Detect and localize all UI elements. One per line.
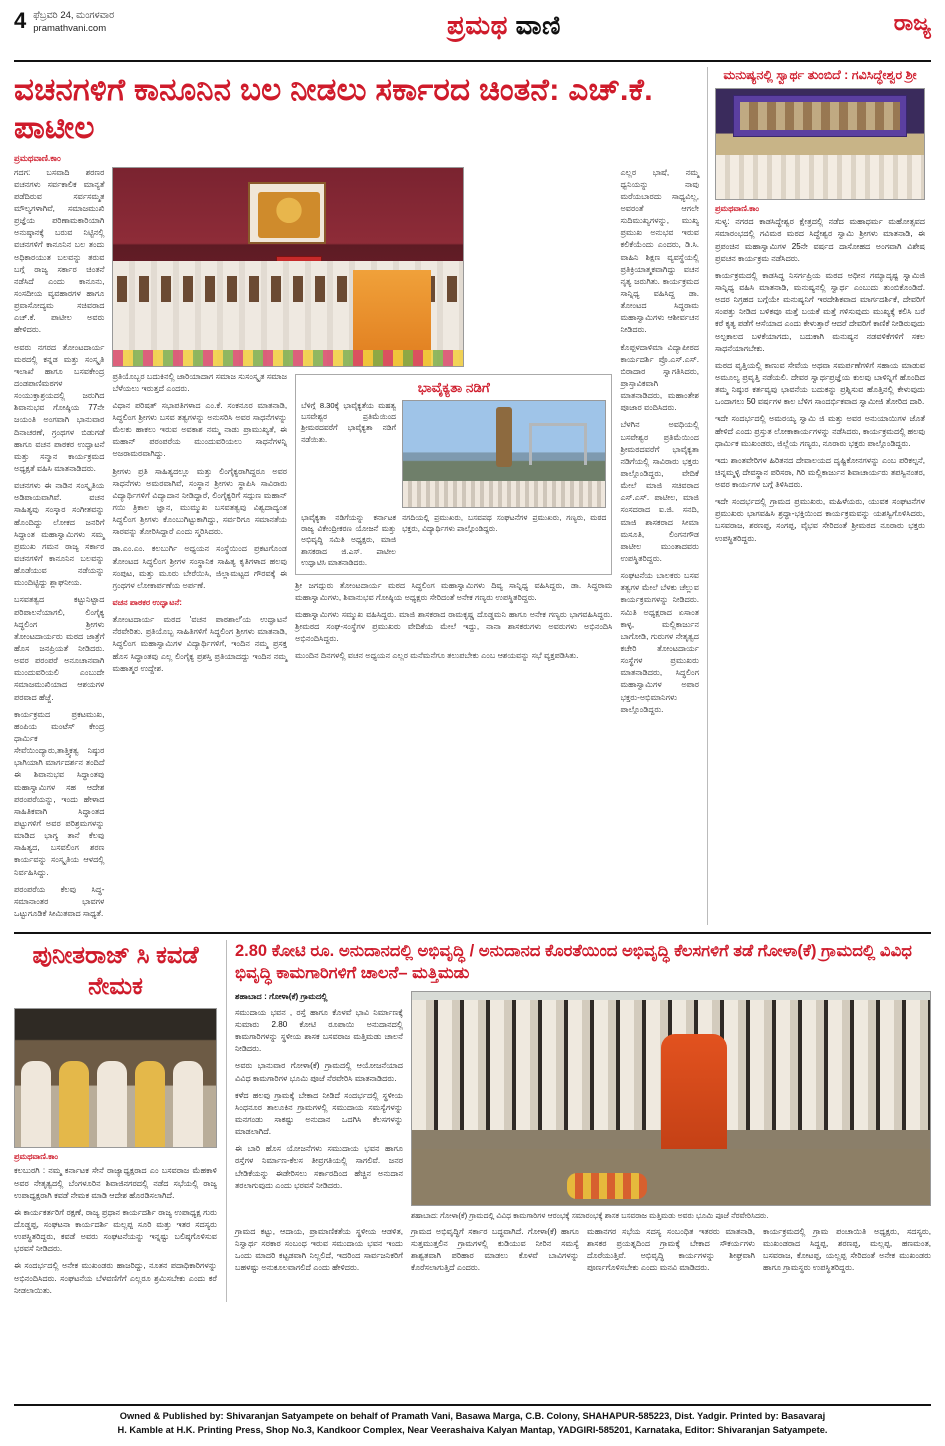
bottom-left-headline: ಪುನೀತರಾಜ್ ಸಿ ಕವಡೆ ನೇಮಕ (32, 942, 199, 1001)
paragraph: ಮಹಾಸ್ವಾಮಿಗಳು ಸಮ್ಮುಖ ವಹಿಸಿದ್ದರು. ಮಾಜಿ ಶಾಸಕರಾದ ರಾಮಕೃಷ್ಣ ದೊಡ್ಡಮನಿ ಹಾಗೂ ಅನೇಕ ಗಣ್ಯರು ಭಾಗವಹಿಸಿದ್ದರು. ಶ್ರೀಮಠದ ಸಂಘ-ಸಂಸ್ಥೆಗಳ ಪ್ರಮುಖರು ವೇದಿಕೆಯ ಮೇಲೆ ಇದ್ದು, ನಾನಾ ಶಾಸಕರುಗಳು ಅವರುಗಳು ಅಭಿನಂದಿಸಿ ಅಭಿನಂದಿಸಿದ್ದರು. (295, 609, 613, 644)
stage-banner (248, 182, 326, 244)
paragraph: ಗದಗ: ಬಸವಾದಿ ಶರಣರ ವಚನಗಳು ಸರ್ವಕಾಲಿಕ ಮಾನ್ಯತೆ ಪಡೆದಿರುವ ಸರ್ವಸಮ್ಮತ ಮೌಲ್ಯಗಳಾಗಿವೆ, ಸಮಾಜಮುಖಿ ಪ್ರಜ್ಞೆಯ ಪರಿಣಾಮಕಾರಿಯಾಗಿ ಅನುಷ್ಠಾನಕ್ಕೆ ಬರುವ ನಿಟ್ಟಿನಲ್ಲಿ ವಚನಗಳಿಗೆ ಕಾನೂನಿನ ಬಲ ತಂದು ಅಧಿಕಾರಯುತ ಬಲವನ್ನು ತರುವ ಬಗ್ಗೆ ರಾಜ್ಯ ಸರ್ಕಾರ ಚಿಂತನೆ ನಡೆಸಿದೆ ಎಂದು ಕಾನೂನು, ಸಂಸದೀಯ ವ್ಯವಹಾರಗಳ ಹಾಗೂ ಪ್ರವಾಸೋದ್ಯಮ ಸಚಿವರಾದ ಎಚ್.ಕೆ. ಪಾಟೀಲ ಅವರು ಹೇಳಿದರು. (14, 167, 105, 335)
paragraph: ಮಠದ ವೃತ್ತಿಯಲ್ಲಿ ಕಾಣುವ ಸೇವೆಯ ಅಥವಾ ಸಮರ್ಪಣೆಗಳಿಗೆ ಸಹಾಯ ಮಾಡುವ ಅಮೂಲ್ಯ ಪ್ರವೃತ್ತಿ ನಡೆಯಲಿ. ದೇವರ ಸ್ವಾರ್ಥಪ್ರಜ್ಞೆಯ ಕುಲವು ಬಾಳಿನ್ನಿಗೆ ಹೊಂದಿದ ತಮ್ಮ ನಿಷ್ಠುರ ಕರ್ತವ್ಯವು ಭಾವನೆಯ ಬದುಕನ್ನು ಪ್ರಶ್ನಿಸುವ ಹೊತ್ತಿನಲ್ಲಿ ಕೇಳುವುದು ಒಂದಾಗಲು 50 ವರ್ಷಗಳ ಕಾಲ ಬೆಳಿಗ ಸಾಂದರ್ಭಿಕವಾದ ಸ್ವಾಮೀಜಿ ತೋರಿದ ದಾರಿ. (715, 360, 925, 407)
page-footer (14, 1404, 931, 1438)
paragraph: ಸಮುದಾಯ ಭವನ , ರಸ್ತೆ ಹಾಗೂ ಕೊಳವೆ ಭಾವಿ ನಿರ್ಮಾಣಕ್ಕೆ ಸುಮಾರು 2.80 ಕೋಟಿ ರೂಪಾಯಿ ಅನುದಾನದಲ್ಲಿ ಕಾಮಗಾರಿಗಳನ್ನು ಸ್ಥಳೀಯ ಶಾಸಕ ಬಸವರಾಜ ಮತ್ತಿಮಡು ಚಾಲನೆ ನೀಡಿದರು. (235, 1007, 403, 1054)
lead-inset-wrap (295, 371, 612, 680)
puja-flowers (567, 1173, 647, 1199)
person (173, 1061, 203, 1147)
footer-divider (14, 1404, 931, 1406)
appointment-photo (14, 1008, 217, 1148)
lead-sub-columns (112, 371, 612, 680)
bottom-right-headline: 2.80 ಕೋಟಿ ರೂ. ಅನುದಾನದಲ್ಲಿ ಅಭಿವೃದ್ಧಿ / ಅನುದಾನದ ಕೊರತೆಯಿಂದ ಅಭಿವೃದ್ಧಿ ಕೆಲಸಗಳಿಗೆ ತಡೆ ಗೋಳಾ(ಕೆ) ಗ್ರಾಮದಲ್ಲಿ ವಿವಿಧ ಭಿವೃದ್ಧಿ ಕಾಮಗಾರಿಗಳಿಗೆ ಚಾಲನೆ– ಮತ್ತಿಮಡು (235, 942, 912, 983)
inset-title: ಭಾವೈಕ್ಯತಾ ನಡಿಗೆ (417, 379, 490, 395)
bottom-left-body (14, 1165, 217, 1296)
ground (412, 1149, 930, 1205)
procession-crowd (403, 481, 605, 507)
masthead-divider (14, 60, 931, 62)
arch (529, 423, 587, 465)
bhoomi-puja-photo (411, 991, 931, 1206)
paragraph: ಮಹಾನಗರ ಸಭೆಯ ಸದಸ್ಯ ಸಂಬಂಧಿತ ಇತರರು ಮಾತನಾಡಿ, ಶಾಸಕರ ಪ್ರಯತ್ನದಿಂದ ಗ್ರಾಮಕ್ಕೆ ಬೇಕಾದ ಸೌಕರ್ಯಗಳು ದೊರೆಯುತ್ತಿವೆ. ಅಭಿವೃದ್ಧಿ ಕಾರ್ಯಗಳನ್ನು ಶೀಘ್ರವಾಗಿ ಪೂರ್ಣಗೊಳಿಸಬೇಕು ಎಂದು ಮನವಿ ಮಾಡಿದರು. (587, 1226, 755, 1273)
paragraph: ಸುಳ್ಯ: ನಗರದ ಕಾಡಸಿದ್ಧೇಶ್ವರ ಕ್ಷೇತ್ರದಲ್ಲಿ ನಡೆದ ಮಹಾಧರ್ಮ ಮಹೋತ್ಸವದ ಸಮಾರಂಭದಲ್ಲಿ ಗವಿಮಠ ಮಠದ ಸಿದ್ಧೇಶ್ವರ ಸ್ವಾಮಿ ಶ್ರೀಗಳು ಮಾತನಾಡಿ, ಈ ಪ್ರಪಂಚಿನ ಮಹಾಸ್ವಾಮಿಗಳ 25ನೇ ವರ್ಷದ ದಾಸೋಹದ ಅಂಗವಾಗಿ ವಿಶೇಷ ಪ್ರವಚನ ಕಾರ್ಯಕ್ರಮ ನಡೆಸಿದರು. (715, 217, 925, 263)
paragraph: ಶ್ರೀಗಳು ಪ್ರತಿ ಸಾಹಿತ್ಯದಲ್ಲೂ ಮತ್ತು ಲಿಂಗೈಕ್ಯರಾಗಿದ್ದರೂ ಅವರ ಸಾಧನೆಗಳು ಅಮರವಾಗಿವೆ, ಸಂಸ್ಥಾನ ಶ್ರೀಗಳು ಸ್ಥಾಪಿಸಿ ಸಾವಿರಾರು ವಿದ್ಯಾರ್ಥಿಗಳಿಗೆ ವಿದ್ಯಾದಾನ ನೀಡಿದ್ದಾರೆ, ಲಿಂಗೈಕ್ಯರಿಗೆ ಸದ್ಗುಣ ಮಹಾನ್ ಗಯಿ ತ್ರಿಕಾಲ ಜ್ಞಾನ, ಮುಮ್ಮುಖ ಬಸವತತ್ವವು ವಿಶ್ವದಾದ್ಯಂತ ಸಿದ್ಧಲಿಂಗ ಶ್ರೀಗಳು ಕೊಂಬುಗಿಟ್ಟುಕಾಗಿದ್ದು, ಸರ್ವರಿಗೂ ಸಮಾನತೆಯ ಸಾರವನ್ನು ತೋರಿಸಿದ್ದಾರೆ ಎಂದು ಸ್ಮರಿಸಿದರು. (112, 466, 288, 537)
bottom-zone (14, 940, 931, 1302)
lead-subhead: ವಚನ ಪಾಠಕರ ಉದ್ಘಾಟನೆ: (112, 598, 182, 608)
masthead-title (114, 10, 894, 42)
bottom-right-col-2 (411, 1226, 579, 1280)
person (59, 1061, 89, 1147)
imprint-line-1: Owned & Published by: Shivaranjan Satyampete on behalf of Pramath Vani, Basawa Marga, C.B. Colony, SHAHAPUR-585223, Dist. Yadgir. Printed by: Basavaraj (119, 1411, 826, 1422)
paragraph: ಬೆಳಗಿನ ಅವಧಿಯಲ್ಲಿ ಬಸವೇಶ್ವರ ಪ್ರತಿಮೆಯಿಂದ ಶ್ರೀಮಠದವರೆಗೆ ಭಾವೈಕ್ಯತಾ ನಡಿಗೆಯಲ್ಲಿ ಸಾವಿರಾರು ಭಕ್ತರು ಪಾಲ್ಗೊಂಡಿದ್ದರು, ವೇದಿಕೆ ಮೇಲೆ ಮಾಜಿ ಸಚಿವರಾದ ಎಸ್.ಎಸ್. ಪಾಟೀಲ, ಮಾಜಿ ಸಂಸದರಾದ ಐ.ಜಿ. ಸನದಿ, ಮಾಜಿ ಶಾಸಕರಾದ ಸೀಮಾ ಮಸೂತಿ, ಲಿಂಗನಗೌಡ ಪಾಟೀಲ ಮುಂತಾದವರು ಉಪಸ್ಥಿತರಿದ್ದರು. (620, 420, 699, 563)
bottom-right-photo-wrap (411, 991, 931, 1221)
inset-caption-right: ಭಾವೈಕ್ಯತಾ ನಡಿಗೆಯನ್ನು ಕರ್ನಾಟಕ ರಾಜ್ಯ ವಿಕೇಂದ್ರೀಕರಣ ಯೋಜನೆ ಮತ್ತು ಅಭಿವೃದ್ಧಿ ಸಮಿತಿ ಅಧ್ಯಕ್ಷರು, ಮಾಜಿ ಶಾಸಕರಾದ ಜಿ.ಎಸ್. ಪಾಟೀಲ ಉದ್ಘಾಟಿಸಿ ಮಾತನಾಡಿದರು. (301, 512, 397, 568)
paragraph: ಸಂಘಟನೆಯ ಬಾಲಕರು ಬಸವ ತತ್ವಗಳ ಮೇಲೆ ಬೆಳಕು ಚೆಲ್ಲುವ ಕಾರ್ಯಕ್ರಮಗಳನ್ನು ನೀಡಿದರು. ಸಮಿತಿ ಅಧ್ಯಕ್ಷರಾದ ಏಸಾಂತ ಕಾಳ್ಳ, ಮಲ್ಲಿಕಾರ್ಜುನ ಬಾಗೋಡಿ, ಗುರುಗಳ ನೇತೃತ್ವದ ಕಚೇರಿ ತೋಂಟದಾರ್ಯ ಸಂಸ್ಥೆಗಳ ಪ್ರಮುಖರು ಮಾತನಾಡಿದರು, ಸಿದ್ಧಲಿಂಗ ಮಹಾಸ್ವಾಮಿಗಳ ಅಪಾರ ಭಕ್ತರು-ಅಭಿಮಾನಿಗಳು ಪಾಲ್ಗೊಂಡಿದ್ದರು. (620, 571, 699, 714)
right-rail-column-2 (715, 413, 925, 544)
paragraph: ಪರಂಪರೆಯ ಕೆಲವು ಸಿದ್ಧ-ಸಮಾನಾಂತರ ಭಾವಗಳ ಒಟ್ಟುಗೂಡಿಕೆ ಸೀಮಿತವಾದ ಸಾಧ್ಯತೆ. (14, 884, 105, 918)
lead-column-1 (14, 167, 104, 925)
paragraph: ವಚನಗಳು ಈ ನಾಡಿನ ಸಂಸ್ಕೃತಿಯ ಅಡಿಪಾಯವಾಗಿವೆ. ವಚನ ಸಾಹಿತ್ಯವು ಸಂಸ್ಕಾರ ಸಂಗೀತವನ್ನು ಹೊಂದಿದ್ದು ಲೋಕದ ಜನರಿಗೆ ಸಿದ್ಧಾಂತ ಮಹಾಸ್ವಾಮಿಗಳು ಸಮ್ಮ ಪ್ರಮುಖ ಗಮನ ರಾಜ್ಯ ಸರ್ಕಾರ ವಚನಗಳಿಗೆ ಕಾನೂನಿನ ಬಲವನ್ನು ಹೊಡೆಯುವ ನಡೆಯನ್ನು ಮುಂದಿಟ್ಟಿದ್ದು ಶ್ಲಾಘನೀಯ. (14, 481, 105, 588)
paragraph: ಇದು ಶಾಂತವೇರಿಗಳ ಹಿರಿತನದ ದೇವಾಲಯದ ದೃಷ್ಟಿಕೋನಗಳನ್ನು ಎಂಬ ಪರಿಕಲ್ಪನೆ, ಚಿನ್ನಮ್ಮಳ್ಳಿ ದೇವಸ್ಥಾನ ಪರಿಸರಾ, ಗಿರಿ ಮಲ್ಲಿಕಾರ್ಜುನ ಶಿವಾಚಾರ್ಯರು ತಪಸ್ವಿನಂತರ, ಅವರ ಕಾರ್ಯಗಳ ಬಗ್ಗೆ ತಿಳಿಸಿದರು. (715, 455, 925, 490)
lead-story (14, 67, 699, 925)
person (21, 1061, 51, 1147)
inset-caption-bottom: ನಗದಿಯಲ್ಲಿ ಪ್ರಮುಖರು, ಬಸವಪಥ ಸಂಘಟನೆಗಳ ಪ್ರಮುಖರು, ಗಣ್ಯರು, ಮಠದ ಭಕ್ತರು, ವಿದ್ಯಾರ್ಥಿಗಳು ಪಾಲ್ಗೊಂಡಿದ್ದರು. (402, 512, 607, 534)
inset-caption-left: ಬೆಳಿಗ್ಗೆ 8.30ಕ್ಕೆ ಭಾವೈಕ್ಯತೆಯ ಮಹತ್ವ ಬಸವೇಶ್ವರ ಪ್ರತಿಮೆಯಿಂದ ಶ್ರೀಮಠದವರೆಗೆ ಭಾವೈಕ್ಯತಾ ನಡಿಗೆ ನಡೆಯಿತು. (301, 400, 397, 444)
right-rail-headline: ಮನುಷ್ಯನಲ್ಲಿ ಸ್ವಾರ್ಥ ತುಂಬಿದೆ : ಗವಿಸಿದ್ಧೇಶ್ವರ ಶ್ರೀ (723, 68, 917, 82)
lead-column-2b (295, 580, 612, 663)
paragraph: ಪ್ರತಿಯೊಬ್ಬರ ಬದುಕಿನಲ್ಲಿ ಜಾರಿಯಾದಾಗ ಸಮಾಜ ಸುಸಂಸ್ಕೃತ ಸಮಾಜ ಬೆಳೆಯಲು ಇರುತ್ತದೆ ಎಂದರು. (112, 371, 288, 393)
inset-body-2 (301, 512, 606, 569)
bottom-right-column-a (235, 991, 403, 1221)
section-label: ರಾಜ್ಯ (893, 10, 931, 35)
publication-date: ಫೆಬ್ರವರಿ 24, ಮಂಗಳವಾರ (33, 10, 115, 21)
paragraph: ಕಳೆದ ಹಲವು ಗ್ರಾಮಕ್ಕೆ ಬೇಕಾದ ನೀಡಿದೆ ಸಂದರ್ಭದಲ್ಲಿ ಸ್ಥಳೀಯ ಸಿಂಧನೂರ ತಾಲೂಕಿನ ಗ್ರಾಮಗಳಲ್ಲಿ ಸಮುದಾಯ ಸಮಸ್ಯೆಗಳನ್ನು ಮನಗಂಡು ಸಾಕಷ್ಟು ಅನುದಾನ ಒದಗಿಸಿ ಕೆಲಸಗಳನ್ನು ಮಾಡಲಾಗಿದೆ. (235, 1090, 403, 1137)
paragraph: ವಿಧಾನ ಪರಿಷತ್ ಸಭಾಪತಿಗಳಾದ ಎಂ.ಕೆ. ಸಂಕನೂರ ಮಾತನಾಡಿ, ಸಿದ್ಧಲಿಂಗ ಶ್ರೀಗಳು ಬಸವ ತತ್ವಗಳನ್ನು ಅನುಸರಿಸಿ ಅವರ ಸಾಧನೆಗಳನ್ನು ಮೆಲಕು ಹಾಕಲು ಇರುವ ಅವಕಾಶ ನಮ್ಮ ನಾಡು ಪ್ರಾಮುಖ್ಯತೆ, ಈ ಮಹಾನ್ ಪರಂಪರೆಯ ಮುಂದುವರಿಯಲು ಸಾಧನೆಗಳನ್ನಿ ಅಜರಾಮರವಾಗಿದ್ದು. (112, 400, 288, 459)
website-url: pramathvani.com (33, 22, 107, 34)
masthead-left (14, 10, 114, 34)
bottom-right-col-4 (763, 1226, 931, 1280)
right-rail-photo (715, 88, 925, 200)
mid-divider (14, 932, 931, 934)
paragraph: ಅವರು ಭಾನುವಾರ ಗೋಳಾ(ಕೆ) ಗ್ರಾಮದಲ್ಲಿ ಆಯೋಜನೆಯಾದ ವಿವಿಧ ಕಾಮಗಾರಿಗಳ ಭೂಮಿ ಪೂಜೆ ನೆರವೇರಿಸಿ ಮಾತನಾಡಿದರು. (235, 1061, 403, 1083)
lead-column-2-wrap (112, 167, 612, 925)
dateline-kicker: ಶಹಾಬಾದ : ಗೋಳಾ(ಕೆ) ಗ್ರಾಮದಲ್ಲಿ (235, 991, 328, 1001)
paragraph: ಮುಂದಿನ ದಿನಗಳಲ್ಲಿ ವಚನ ಅಧ್ಯಯನ ಎಲ್ಲರ ಮನೆಮನೆಗೂ ತಲುಪಬೇಕು ಎಂಬ ಆಶಯವನ್ನು ಸಭೆ ವ್ಯಕ್ತಪಡಿಸಿತು. (295, 651, 579, 661)
paragraph: ಕೊಪ್ಪಳದಾಳಿಮಾ ವಿದ್ಯಾಪೀಠದ ಕಾರ್ಯದರ್ಶಿ ಪ್ರೊ.ಎಸ್.ಎಸ್. ಬಿರಾದಾರ ಸ್ವಾಗತಿಸಿದರು, ಪ್ರಾಸ್ತಾವಿಕವಾಗಿ ಮಾತನಾಡಿದರು, ಮಹಾಂತೇಶ ಪೂಜಾರ ವಂದಿಸಿದರು. (620, 342, 699, 413)
inset-body (301, 400, 606, 508)
right-rail-byline: ಪ್ರಮಥವಾಣಿ.ಕಾಂ (715, 204, 760, 214)
bottom-right-photo-caption: ಶಹಾಬಾದ: ಗೋಳಾ(ಕೆ) ಗ್ರಾಮದಲ್ಲಿ ವಿವಿಧ ಕಾಮಗಾರಿಗಳ ಆರಂಭಕ್ಕೆ ಸಮಾರಂಭಕ್ಕೆ ಶಾಸಕ ಬಸವರಾಜ ಮತ್ತಿಮಡು ಅವರು ಭೂಮಿ ಪೂಜೆ ನೆರವೇರಿಸಿದರು. (411, 1210, 769, 1220)
masthead-title-black: ವಾಣಿ (515, 10, 561, 40)
bottom-right-story (226, 940, 931, 1302)
paragraph: ಕಾರ್ಯಕ್ರಮದ ಪ್ರಕಟಮುಖ, ಹಂಪಿಯ ಮಂಟೆಸ್ ಕೇಂದ್ರ ಧಾರ್ಮಿಕ ಸೇವೆಯಿಂದ್ಯಾರು,ತಾತ್ತ್ವಿಕತ್ವ ನಿಷ್ಠುರ ಭಾಗಿಯಾಗಿ ಮಾರ್ಗದರ್ಶನ ತಂದಿದೆ ಈ ಶಿವಾನುಭವ ಸಿದ್ಧಾಂತವು ಮಹಾಸ್ವಾಮಿಗಳ ಸಹ ಆದೇಶ ಪರಂಪರೆಯನ್ನು, ಇಂದು ಹೇಳಾದ ಸಾಹಿತಿಕವಾಗಿ ಸಿದ್ಧಾಂತದ ಪಟ್ಟುಗಳಿಗೆ ಅವರ ಪರಿಶ್ರಮಗಳನ್ನು ಮಾಡಿದ ಭಾಗ್ಯ ತಾನೆ ಕೆಲವು ಸಾಹಿತ್ಯದ, ಬಸವಲಿಂಗ ಶರಣ ಕಾರ್ಯವನ್ನು ಸಂಸ್ಕೃತಿಯ ಆಳದಲ್ಲಿ ನಿರ್ವಹಿಸಿದ್ದು. (14, 709, 105, 877)
paragraph: ತೋಂಟದಾರ್ಯ ಮಠದ 'ವಚನ ಪಾಠಶಾಲೆ'ಯ ಉದ್ಘಾಟನೆ ನೆರವೇರಿತು. ಪ್ರತಿಯೊಬ್ಬ ಸಾಹಿತಿಗಳಿಗೆ ಸಿದ್ಧಲಿಂಗ ಶ್ರೀಗಳು ಮಾತನಾಡಿ, ಸಿದ್ಧಲಿಂಗ ಮಹಾಸ್ವಾಮಿಗಳ ವಿದ್ಯಾರ್ಥಿಗಳಿಗೆ, ಇಂದಿನ ನಮ್ಮ ಪ್ರಸಕ್ತ ಹೊಸ ಸಿದ್ಧಾಂತವು ಎಲ್ಲ ಲಿಂಗೈಕ್ಯ ಪ್ರಶಸ್ತಿ ಪ್ರತಿಯಾದದ್ದು ಇಂದಿನ ನಮ್ಮ ಮಹಾತ್ಮರ ಉದ್ದೇಶ. (112, 615, 288, 673)
paragraph: ಶ್ರೀ ಜಗದ್ಗುರು ತೋಂಟದಾರ್ಯ ಮಠದ ಸಿದ್ಧಲಿಂಗ ಮಹಾಸ್ವಾಮಿಗಳು ದಿವ್ಯ ಸಾನ್ನಿಧ್ಯ ವಹಿಸಿದ್ದರು, ಡಾ. ಸಿದ್ಧರಾಮ ಮಹಾಸ್ವಾಮಿಗಳು, ಶಿವಾನುಭವ ಗೋಷ್ಠಿಯ ಅಧ್ಯಕ್ಷರು ಸೇರಿದಂತೆ ಅನೇಕ ಗಣ್ಯರು ಉಪಸ್ಥಿತರಿದ್ದರು. (295, 580, 613, 602)
paragraph: ಕಾರ್ಯಕ್ರಮದಲ್ಲಿ ಕಾಡಸಿದ್ಧ ನಿಸರ್ಗಪ್ರಿಯ ಮಠದ ಅಧೀನ ಗಮ್ಯಾದೃಷ್ಟ ಸ್ವಾಮಿಜಿ ಸಾನ್ನಿಧ್ಯ ವಹಿಸಿ ಮಾತನಾಡಿ, ಮನುಷ್ಯನಲ್ಲಿ ಸ್ವಾರ್ಥ ಎಂಬುದು ತುಂಬಿಕೊಂಡಿದೆ. ಅದರ ನಿಗ್ರಹದ ಬಗ್ಗೆಯೇ ಮನುಷ್ಯನಿಗೆ ಇರದೇಶಿಕವಾದ ಮಾರ್ಗದರ್ಶಿಕೆ, ದೇವರಿಗೆ ಸಂಪತ್ತು ನೀಡಿದ ಬಳಿಕವೂ ಮತ್ತೆ ಬಯಕೆ ಮತ್ತೆ ಗಳಿಸುವುದು ಮುಖ್ಯಕ್ಕೆ ಕಲಿಸಿ ಬರೆ ಕರೆ ಕೃತ್ಯ ಪಡೆಗೆ ಆಸೆಯಾದ ಎಂದು ಕೇಳುತ್ತಾರೆ ಆದರೆ ದೇವರಿಗೆ ಕಾಣಿಕೆ ನೀಡಿರುವುದು ಅಲ್ಪಕಾಲದ ಬಳಕೆಯಾಗದು, ಬದುಕಾಗಿ ಮನುಷ್ಯನ ನಡವಳಿಕೆಗಳಿಗೆ ಸಕಲ ಸಾಧನೆಯಾಗಬೇಕು. (715, 270, 925, 353)
paragraph: ಗ್ರಾಮದ ಅಭಿವೃದ್ಧಿಗೆ ಸರ್ಕಾರ ಬದ್ಧವಾಗಿದೆ. ಗೋಳಾ(ಕೆ) ಹಾಗೂ ಸುತ್ತಮುತ್ತಲಿನ ಗ್ರಾಮಗಳಲ್ಲಿ ಕುಡಿಯುವ ನೀರಿನ ಸಮಸ್ಯೆ ಶಾಶ್ವತವಾಗಿ ಪರಿಹಾರ ಮಾಡಲು ಕೊಳವೆ ಬಾವಿಗಳನ್ನು ಕೊರೆಸಲಾಗುತ್ತಿದೆ ಎಂದರು. (411, 1226, 579, 1273)
lead-columns (14, 167, 699, 925)
lead-stage-photo (112, 167, 464, 367)
paragraph: ಇದೇ ಸಂದರ್ಭದಲ್ಲಿ ಗ್ರಾಮದ ಪ್ರಮುಖರು, ಮಹಿಳೆಯರು, ಯುವಕ ಸಂಘಟನೆಗಳ ಪ್ರಮುಖರು ಭಾಗವಹಿಸಿ ಶ್ರದ್ಧಾ-ಭಕ್ತಿಯಿಂದ ಕಾರ್ಯಕ್ರಮವನ್ನು ಯಶಸ್ವಿಗೊಳಿಸಿದರು, ಬಸವರಾಜ, ಶರಣಪ್ಪ, ಸಂಗಪ್ಪ, ವೈಭವ ಸೇರಿದಂತೆ ಶ್ರೀಮಠದ ನೂರಾರು ಭಕ್ತರು ಉಪಸ್ಥಿತರಿದ್ದರು. (715, 497, 925, 543)
masthead (14, 10, 931, 56)
paragraph: ಕಲಬುರಗಿ : ನಮ್ಮ ಕರ್ನಾಟಕ ಸೇನೆ ರಾಜ್ಯಾಧ್ಯಕ್ಷರಾದ ಎಂ ಬಸವರಾಜ ಮೆಹಕಾಳಿ ಅವರ ನೇತೃತ್ವದಲ್ಲಿ ಬೆಂಗಳೂರಿನ ಶಿವಾಜಿನಗರದಲ್ಲಿ ನಡೆದ ಸಭೆಯಲ್ಲಿ ರಾಜ್ಯ ಉಪಾಧ್ಯಕ್ಷರಾಗಿ ಕವಡೆ ನೇಮಕ ಮಾಡಿ ಆದೇಶ ಹೊರಡಿಸಲಾಗಿದೆ. (14, 1166, 217, 1200)
paragraph: ಈ ಕಾರ್ಯಕರ್ತರಿಗೆ ರಕ್ಷಣೆ, ರಾಜ್ಯ ಪ್ರಧಾನ ಕಾರ್ಯದರ್ಶಿ ರಾಜ್ಯ ಉಪಾಧ್ಯಕ್ಷ ಗುರು ದೊಡ್ಡಪ್ಪ, ಸಂಘಟನಾ ಕಾರ್ಯದರ್ಶಿ ಮಲ್ಲಪ್ಪ ಸೂರಿ ಮತ್ತು ಇತರ ಸದಸ್ಯರು ಉಪಸ್ಥಿತರಿದ್ದರು, ಕವಡೆ ಅವರು ಸಂಘಟನೆಯನ್ನು ಇನ್ನಷ್ಟು ಬಲಿಷ್ಠಗೊಳಿಸುವ ಭರವಸೆ ನೀಡಿದರು. (14, 1207, 217, 1254)
bottom-right-col-3 (587, 1226, 755, 1280)
event-banner (733, 95, 908, 137)
inset-photo-wrap (402, 400, 606, 508)
top-zone (14, 67, 931, 925)
page-number: 4 (14, 8, 27, 33)
paragraph: ಡಾ.ಎಂ.ಎಂ. ಕಲಬುರ್ಗಿ ಅಧ್ಯಯನ ಸಂಸ್ಥೆಯಿಂದ ಪ್ರಕಟಗೊಂಡ ತೋಂಟದ ಸಿದ್ಧಲಿಂಗ ಶ್ರೀಗಳ ಸಂಸ್ಥಾನಿಕ ಸಾಹಿತ್ಯ ಕೃತಿಗಳಾದ ಹಲವು ಸಂಪುಟ, ಮತ್ತು ಮೂರು ಬೇರೆಯಿಸಿ, ಜಿಲ್ಲಾಮಟ್ಟದ ಗೌರವಕ್ಕೆ ಈ ಗ್ರಂಥಗಳ ಲೋಕಾರ್ಪಣೆಯ ಅರ್ಪಣೆ. (112, 544, 288, 590)
person (97, 1061, 127, 1147)
imprint-line-2: H. Kamble at H.K. Printing Press, Shop No.3, Kandkoor Complex, Near Veerashaiva Kalyan Mantap, YADGIRI-585201, Karnataka, Editor: Shivaranjan Satyampete. (117, 1425, 828, 1436)
bottom-right-main (235, 991, 931, 1221)
paragraph: ಇದೇ ಸಂದರ್ಭದಲ್ಲಿ ಅಮರಯ್ಯ ಸ್ವಾಮಿ ಜಿ ಮತ್ತು ಅವರ ಅನುಯಾಯಿಗಳ ಜೊತೆ ಹೇಳಿದೆ ಎಂದು ಪ್ರಸ್ತುತ ಲೋಕಾಕಾರ್ಯಗಳನ್ನು ನಡೆಸಿದರು, ಕಾರ್ಯಕ್ರಮದಲ್ಲಿ ಹಲವು ಧಾರ್ಮಿಕ ಮುಖಂಡರು, ಜಿಲ್ಲೆಯ ಗಣ್ಯರು, ನೂರಾರು ಭಕ್ತರು ಪಾಲ್ಗೊಂಡಿದ್ದರು. (715, 414, 926, 448)
lead-column-3 (620, 167, 699, 925)
inset-story (295, 374, 612, 575)
lead-column-2 (112, 371, 287, 680)
bottom-left-byline: ಪ್ರಮಥವಾಣಿ.ಕಾಂ (14, 1152, 59, 1162)
bhavaikyata-walk-photo (402, 400, 606, 508)
paragraph: ಕಾರ್ಯಕ್ರಮದಲ್ಲಿ ಗ್ರಾಮ ಪಂಚಾಯಿತಿ ಅಧ್ಯಕ್ಷರು, ಸದಸ್ಯರು, ಮುಖಂಡರಾದ ಸಿದ್ದಪ್ಪ, ಶರಣಪ್ಪ, ಮಲ್ಲಪ್ಪ, ಹಣಮಂತ, ಬಸವರಾಜ, ಕೋಟಪ್ಪ, ಯಲ್ಲಪ್ಪ ಸೇರಿದಂತೆ ಅನೇಕ ಮುಖಂಡರು ಹಾಗೂ ಗ್ರಾಮಸ್ಥರು ಉಪಸ್ಥಿತರಿದ್ದರು. (763, 1226, 931, 1273)
lead-headline: ವಚನಗಳಿಗೆ ಕಾನೂನಿನ ಬಲ ನೀಡಲು ಸರ್ಕಾರದ ಚಿಂತನೆ: ಎಚ್.ಕೆ. ಪಾಟೀಲ (14, 72, 653, 145)
seated-dignitaries (716, 155, 924, 199)
paragraph: ಗ್ರಾಮದ ಕಟ್ಟು, ಆದಾಯ, ಪ್ರಾಮಾಣಿಕತೆಯ ಸ್ಥಳೀಯ ಆಡಳಿತ, ನಿಸ್ವಾರ್ಥ ಸರಕಾರ ಸಂಬಂಧ ಇರುವ ಸಮುದಾಯ ಭವನ ಇಂದು ಒಂದು ಮಾದರಿ ಕಟ್ಟಡವಾಗಿ ನಿಲ್ಲಲಿದೆ, ಇದರಿಂದ ಸಾರ್ವಜನಿಕರಿಗೆ ಬಹಳಷ್ಟು ಅನುಕೂಲವಾಗಲಿದೆ ಎಂದು ಹೇಳಿದರು. (235, 1226, 403, 1273)
bottom-right-col-1 (235, 1226, 403, 1280)
right-rail-column-1 (715, 216, 925, 408)
person (135, 1061, 165, 1147)
flower-decoration (113, 350, 463, 366)
masthead-title-red: ಪ್ರಮಥ (447, 10, 508, 40)
paragraph: ಎಲ್ಲರ ಭಾಷೆ, ನಮ್ಮ ಧ್ವನಿಯನ್ನು ನಾವು ಮರೆಯಬಾರದು ಸಾಧ್ಯವಿಲ್ಲ, ಅವರಂತೆ ಆಗಲೇ ಸುದಿಮುಖ್ಯಗಳನ್ನು, ಮುಖ್ಯ ಪ್ರಮುಖ ಅನುಭವ ಇರುವ ಕಲಿಕೆಯೆಂದು ಎಂದರು, ಡಿ.ಸಿ. ವಾಹಿನಿ ಶಿಕ್ಷಣ ವ್ಯವಸ್ಥೆಯಲ್ಲಿ ಪ್ರತಿಕ್ರಿಯಾತ್ಮಕವಾಗಿದ್ದು ವಚನ ನೃತ್ಯ ಜರುಗಿತು. ಕಾರ್ಯಕ್ರಮದ ಸಾನ್ನಿಧ್ಯ ವಹಿಸಿದ್ದ ಡಾ. ತೋಂಟದ ಸಿದ್ಧರಾಮ ಮಹಾಸ್ವಾಮಿಗಳು ಆಶೀರ್ವಚನ ನೀಡಿದರು. (620, 167, 699, 335)
right-rail-story (707, 67, 925, 925)
lead-byline: ಪ್ರಮಥವಾಣಿ.ಕಾಂ (14, 152, 61, 163)
bottom-left-story (14, 940, 217, 1302)
paragraph: ಈ ಸಂದರ್ಭದಲ್ಲಿ ಅನೇಕ ಮುಖಂಡರು ಹಾಜರಿದ್ದು, ನೂತನ ಪದಾಧಿಕಾರಿಗಳನ್ನು ಅಭಿನಂದಿಸಿದರು. ಸಂಘಟನೆಯ ಬೆಳವಣಿಗೆಗೆ ಎಲ್ಲರೂ ಶ್ರಮಿಸಬೇಕು ಎಂದು ಕರೆ ನೀಡಲಾಯಿತು. (14, 1261, 217, 1295)
paragraph: ಬಸವತತ್ವದ ಕಟ್ಟುನಿಟ್ಟಾದ ಪರಿಪಾಲನೆಯಾಗಲಿ, ಲಿಂಗೈಕ್ಯ ಸಿದ್ಧಲಿಂಗ ಶ್ರೀಗಳು ತೋಂಟದಾರ್ಯರು ಮಠದ ಜಾತ್ರೆಗೆ ಹೊಸ ಜನಪ್ರಿಯತೆ ನೀಡಿದರು. ಅವರ ಪರಂಪರೆ ಅನೂಚಾನವಾಗಿ ಮುಂದುವರಿಯಲಿ ಎಂಬುದೇ ಸಮಾಜಮುಖಿಯಾದ ಆಶಯಗಳ ಪರವಾದ ಹೆಜ್ಜೆ. (14, 595, 105, 702)
masthead-dateblock (33, 10, 114, 34)
paragraph: ಅವರು ನಗರದ ತೋಂಟದಾರ್ಯ ಮಠದಲ್ಲಿ ಕನ್ನಡ ಮತ್ತು ಸಂಸ್ಕೃತಿ ಇಲಾಖೆ ಹಾಗೂ ಬಸವಕೇಂದ್ರ ದಂಡಪಾಣಿಮಠಗಳ ಸಂಯುಕ್ತಾಶ್ರಯದಲ್ಲಿ ಜರುಗಿದ ಶಿವಾನುಭವ ಗೋಷ್ಠಿಯ 77ನೇ ಜಯಂತಿ ಅಂಗವಾಗಿ ಭಾನುವಾರ ದಿನಾಚರಣೆ, ಗ್ರಂಥಗಳ ಬಿಡುಗಡೆ ಹಾಗೂ ವಚನ ಪಾಠಕರ ಉದ್ಘಾಟನೆ ಮತ್ತು ಸನ್ಮಾನ ಕಾರ್ಯಕ್ರಮದ ಅಧ್ಯಕ್ಷತೆ ವಹಿಸಿ ಮಾತನಾಡಿದರು. (14, 342, 105, 473)
paragraph: ಈ ಬಾರಿ ಹೊಸ ಯೋಜನೆಗಳು ಸಮುದಾಯ ಭವನ ಹಾಗೂ ರಸ್ತೆಗಳ ನಿರ್ಮಾಣ-ಕೆಲಸ ತೀವ್ರಗತಿಯಲ್ಲಿ ಸಾಗಲಿವೆ. ಜನರ ಬೇಡಿಕೆಯನ್ನು ಈಡೇರಿಸಲು ಸರ್ಕಾರದಿಂದ ಹೆಚ್ಚಿನ ಅನುದಾನ ತರಲಾಗುವುದು ಎಂದು ಭರವಸೆ ನೀಡಿದರು. (235, 1144, 403, 1190)
statue (496, 407, 512, 467)
bottom-right-lower-columns (235, 1226, 931, 1280)
